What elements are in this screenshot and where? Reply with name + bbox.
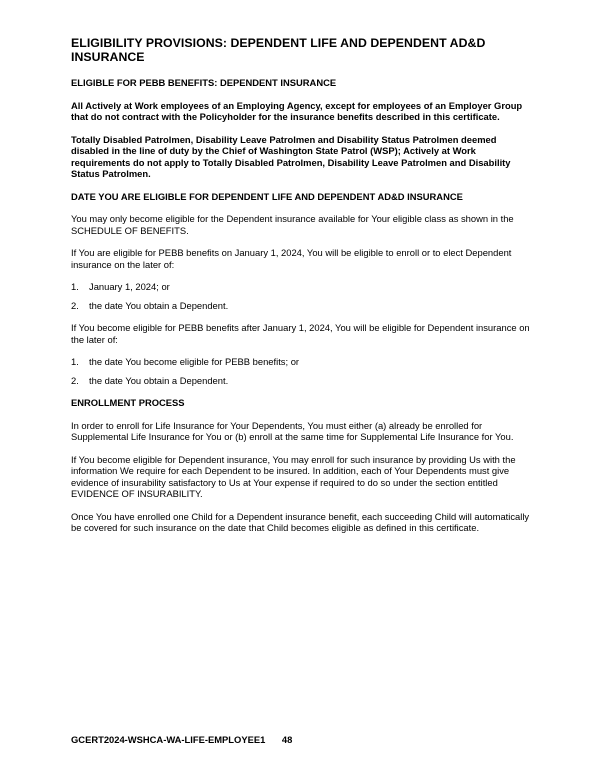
paragraph-succeeding-child: Once You have enrolled one Child for a Dependent insurance benefit, each succeeding Child will automatically be covered for such insurance on the date that Child becomes eligible as defined in this certificate.	[71, 510, 530, 533]
list-text: the date You obtain a Dependent.	[89, 299, 229, 311]
paragraph-eligible-on-date: If You are eligible for PEBB benefits on January 1, 2024, You will be eligible to enroll or to elect Dependent insurance on the later of:	[71, 247, 512, 270]
paragraph-enrollment-requirement: In order to enroll for Life Insurance for Your Dependents, You must either (a) already be enrolled for Supplemental Life Insurance for You or (b) enroll at the same time for Supplemental Life Insurance for You.	[71, 419, 514, 442]
list-number: 2.	[71, 299, 79, 311]
paragraph-schedule: You may only become eligible for the Dependent insurance available for Your eligible class as shown in the SCHEDULE OF BENEFITS.	[71, 213, 514, 236]
list-item	[71, 300, 531, 312]
list-number: 2.	[71, 374, 79, 386]
page-footer	[71, 734, 292, 745]
footer-doc-id: GCERT2024-WSHCA-WA-LIFE-EMPLOYEE1	[71, 734, 266, 745]
paragraph-eligible-after-date: If You become eligible for PEBB benefits after January 1, 2024, You will be eligible for Dependent insurance on the later of:	[71, 322, 530, 345]
list-text: the date You obtain a Dependent.	[89, 374, 229, 386]
list-number: 1.	[71, 281, 79, 292]
page-number: 48	[281, 734, 293, 745]
eligibility-date-list-2	[71, 356, 531, 386]
section-heading-eligible: ELIGIBLE FOR PEBB BENEFITS: DEPENDENT INSURANCE	[71, 77, 337, 88]
eligibility-paragraph-employees: All Actively at Work employees of an Employing Agency, except for employees of an Employer Group that do not contract with the Policyholder for the insurance benefits described in this certificate.	[71, 99, 523, 122]
document-page	[71, 36, 531, 545]
list-item	[71, 281, 531, 293]
eligibility-date-list-1	[71, 281, 531, 311]
list-item	[71, 356, 531, 368]
page-title: ELIGIBILITY PROVISIONS: DEPENDENT LIFE AND DEPENDENT AD&D INSURANCE	[71, 36, 486, 64]
list-item	[71, 375, 531, 387]
eligibility-paragraph-patrolmen: Totally Disabled Patrolmen, Disability Leave Patrolmen and Disability Status Patrolmen deemed disabled in the line of duty by the Chief of Washington State Patrol (WSP); Actively at Work requirements do not apply to Totally Disabled Patrolmen, Disability Leave Patrolmen and Disability Status Patrolmen.	[71, 133, 511, 179]
list-text: the date You become eligible for PEBB benefits; or	[89, 356, 300, 367]
section-heading-eligibility-date: DATE YOU ARE ELIGIBLE FOR DEPENDENT LIFE AND DEPENDENT AD&D INSURANCE	[71, 190, 463, 202]
paragraph-enrollment-evidence: If You become eligible for Dependent insurance, You may enroll for such insurance by providing Us with the information We require for each Dependent to be insured. In addition, each of Your Dependents must give evidence of insurability satisfactory to Us at Your expense if required to do so under the section entitled EVIDENCE OF INSURABILITY.	[71, 453, 516, 499]
list-number: 1.	[71, 356, 79, 367]
section-heading-enrollment: ENROLLMENT PROCESS	[71, 397, 185, 408]
list-text: January 1, 2024; or	[89, 281, 170, 292]
